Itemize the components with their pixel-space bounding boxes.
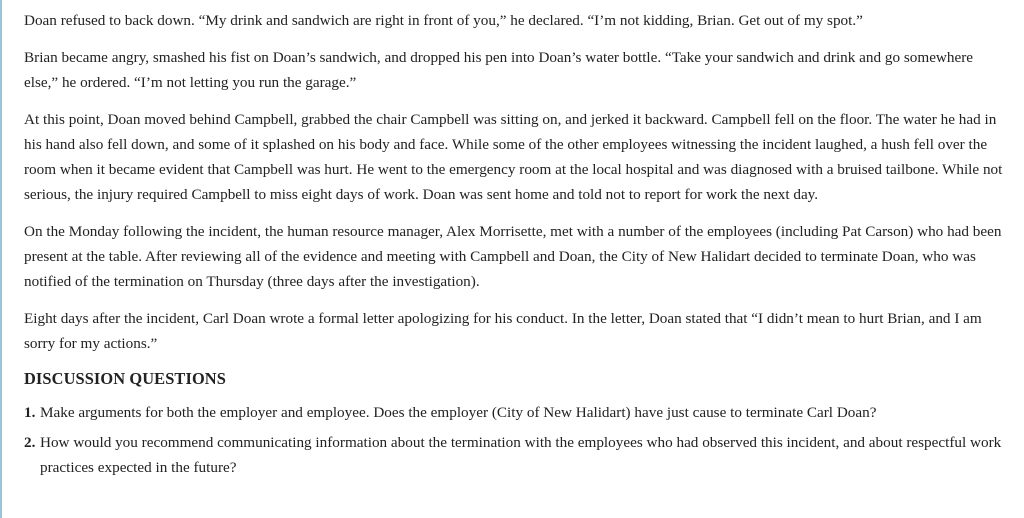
discussion-questions-heading: DISCUSSION QUESTIONS [24, 369, 226, 388]
question-number: 2. [24, 434, 36, 451]
list-item [24, 400, 1004, 425]
paragraph: At this point, Doan moved behind Campbell, grabbed the chair Campbell was sitting on, and jerked it backward. Campbell fell on the floor. The water he had in his hand also fell down, and some of it splashed on his body and face. While some of the other employees witnessing the incident laughed, a hush fell over the room when it became evident that Campbell was hurt. He went to the emergency room at the local hospital and was diagnosed with a bruised tailbone. While not serious, the injury required Campbell to miss eight days of work. Doan was sent home and told not to report for work the next day. [24, 111, 1003, 203]
left-border-rule [0, 0, 2, 518]
list-item [24, 430, 1004, 480]
paragraph: Doan refused to back down. “My drink and sandwich are right in front of you,” he declared. “I’m not kidding, Brian. Get out of my spot.” [24, 12, 863, 29]
paragraph: Brian became angry, smashed his fist on Doan’s sandwich, and dropped his pen into Doan’s water bottle. “Take your sandwich and drink and go somewhere else,” he ordered. “I’m not letting you run the garage.” [24, 49, 974, 91]
paragraph: Eight days after the incident, Carl Doan wrote a formal letter apologizing for his conduct. In the letter, Doan stated that “I didn’t mean to hurt Brian, and I am sorry for my actions.” [24, 310, 982, 352]
discussion-questions-list [24, 400, 1004, 480]
question-number: 1. [24, 404, 36, 421]
paragraph: On the Monday following the incident, the human resource manager, Alex Morrisette, met with a number of the employees (including Pat Carson) who had been present at the table. After reviewing all of the evidence and meeting with Campbell and Doan, the City of New Halidart decided to terminate Doan, who was notified of the termination on Thursday (three days after the investigation). [24, 223, 1002, 290]
question-text: Make arguments for both the employer and employee. Does the employer (City of New Halidart) have just cause to terminate Carl Doan? [40, 404, 877, 421]
question-text: How would you recommend communicating information about the termination with the employees who had observed this incident, and about respectful work practices expected in the future? [40, 434, 1002, 476]
article-body [24, 8, 1004, 485]
